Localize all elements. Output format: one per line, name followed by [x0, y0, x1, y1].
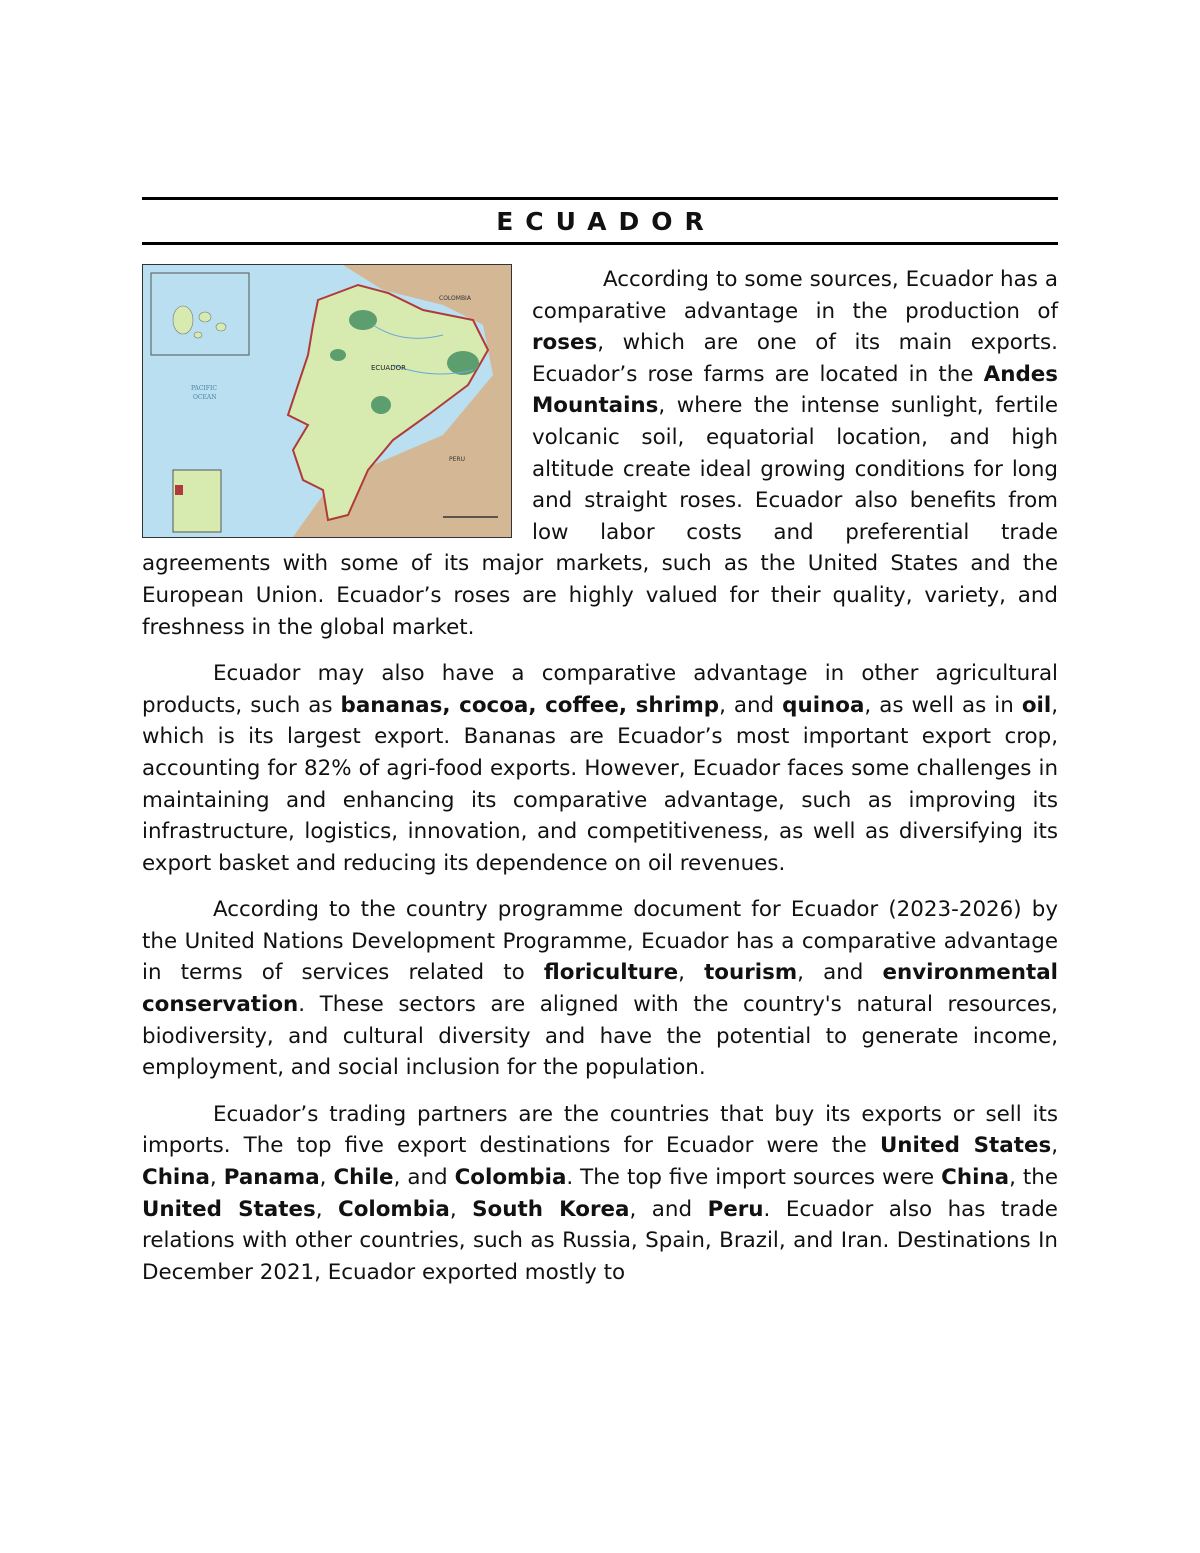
bold-text: Colombia: [454, 1165, 567, 1191]
text-run: According to some sources, Ecuador has a comparative advantage in the production of: [532, 267, 1058, 324]
map-label-ocean-1: PACIFIC: [191, 385, 217, 392]
map-galapagos-island-3: [216, 323, 226, 331]
map-galapagos-island-2: [199, 312, 211, 322]
text-run: , as well as in: [864, 692, 1022, 718]
text-run: ,: [449, 1196, 473, 1222]
body-paragraph: [142, 658, 1058, 879]
bold-text: tourism: [704, 960, 798, 986]
bold-text: United States: [879, 1133, 1052, 1159]
bold-text: quinoa: [782, 692, 865, 718]
ecuador-map-image: [142, 264, 512, 538]
bold-text: environmental conservation: [142, 960, 1058, 1018]
map-label-ocean-2: OCEAN: [193, 394, 217, 401]
text-run: , which are one of its main exports. Ecuador’s rose farms are located in the: [532, 330, 1058, 387]
text-run: According to the country programme document for Ecuador (2023-2026) by the United Nations Development Programme, Ecuador has a comparative advantage in terms of services related to: [142, 897, 1058, 986]
bold-text: Peru: [707, 1196, 764, 1222]
text-run: . These sectors are aligned with the country's natural resources, biodiversity, and cultural diversity and have the potential to generate income, employment, and social inclusion for the population.: [142, 992, 1058, 1081]
bold-text: China: [941, 1165, 1010, 1191]
map-label-colombia: COLOMBIA: [439, 295, 471, 302]
document-page: [142, 197, 1058, 1288]
bold-text: floriculture: [543, 960, 679, 986]
text-run: , where the intense sunlight, fertile volcanic soil, equatorial location, and high altitude create ideal growing conditions for long and straight roses. Ecuador also benefits from low labor costs and preferential trade agreements with some of its major markets, such as the United States and the European Union. Ecuador’s roses are highly valued for their quality, variety, and freshness in the global market.: [142, 393, 1058, 640]
text-run: , and: [629, 1196, 708, 1222]
text-run: . Ecuador also has trade relations with other countries, such as Russia, Spain, Brazil, and Iran. Destinations In December 2021, Ecuador exported mostly to: [142, 1196, 1058, 1285]
text-run: , and: [719, 692, 783, 718]
text-run: , and: [797, 960, 883, 986]
map-highland-2: [447, 351, 479, 375]
text-run: , which is its largest export. Bananas are Ecuador’s most important export crop, accounting for 82% of agri-food exports. However, Ecuador faces some challenges in maintaining and enhancing its comparative advantage, such as improving its infrastructure, logistics, innovation, and competitiveness, as well as diversifying its export basket and reducing its dependence on oil revenues.: [142, 692, 1059, 876]
bold-text: Andes Mountains: [532, 361, 1058, 419]
text-run: , the: [1009, 1165, 1058, 1191]
map-locator-inset: [173, 470, 221, 532]
map-locator-marker: [175, 485, 183, 495]
text-run: ,: [319, 1165, 334, 1191]
bold-text: Panama: [223, 1165, 320, 1191]
map-galapagos-island-4: [194, 332, 202, 338]
text-run: ,: [315, 1196, 339, 1222]
text-run: ,: [678, 960, 705, 986]
text-run: Ecuador may also have a comparative advantage in other agricultural products, such as: [142, 661, 1058, 718]
bold-text: China: [142, 1165, 210, 1191]
text-run: ,: [209, 1165, 224, 1191]
body-paragraph: [142, 1099, 1058, 1289]
bold-text: South Korea: [472, 1196, 630, 1222]
text-run: Ecuador’s trading partners are the countries that buy its exports or sell its imports. The top five export destinations for Ecuador were the: [142, 1101, 1058, 1159]
text-run: , and: [393, 1165, 455, 1191]
bold-text: United States: [142, 1196, 316, 1222]
bold-text: roses: [532, 330, 598, 356]
body-paragraph: [142, 894, 1058, 1084]
bold-text: Chile: [333, 1165, 394, 1191]
document-title: ECUADOR: [496, 207, 716, 236]
bold-text: oil: [1021, 692, 1052, 718]
map-graphic: [143, 265, 511, 537]
bold-text: Colombia: [338, 1196, 450, 1222]
map-highland-1: [349, 310, 377, 330]
map-galapagos-island-1: [173, 306, 193, 334]
text-run: ,: [1051, 1133, 1058, 1159]
map-highland-3: [371, 396, 391, 414]
text-run: . The top five import sources were: [566, 1165, 942, 1191]
map-highland-4: [330, 349, 346, 361]
bold-text: bananas, cocoa, coffee, shrimp: [340, 692, 720, 718]
map-label-ecuador: ECUADOR: [371, 364, 406, 372]
map-label-peru: PERU: [449, 456, 465, 463]
